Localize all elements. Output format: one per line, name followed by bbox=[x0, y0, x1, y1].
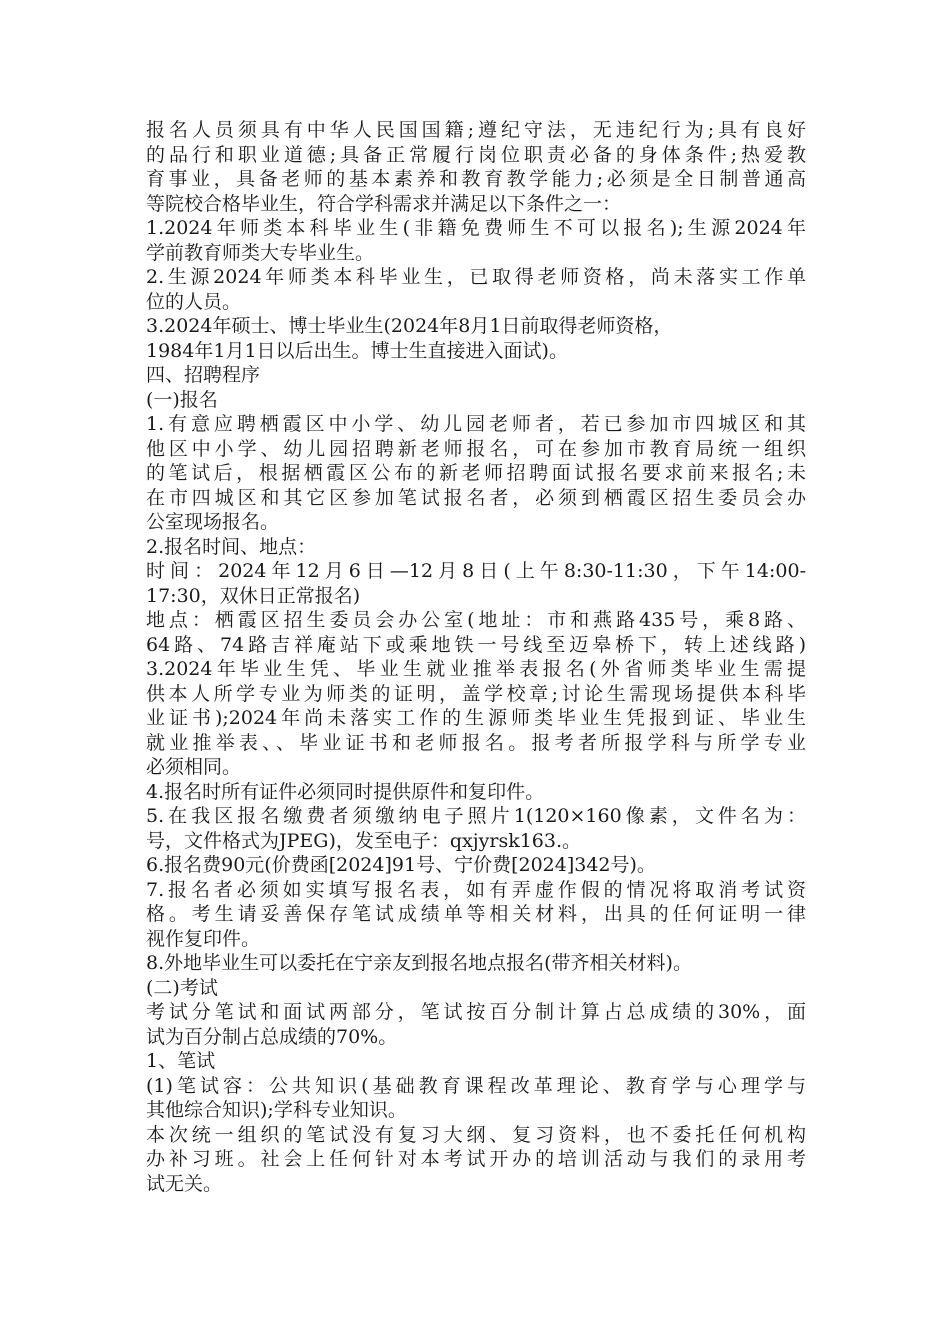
text-line: 4.报名时所有证件必须同时提供原件和复印件。 bbox=[146, 780, 545, 803]
text-line: 8.外地毕业生可以委托在宁亲友到报名地点报名(带齐相关材料)。 bbox=[146, 952, 692, 974]
text-line: 2.报名时间、地点： bbox=[146, 535, 317, 558]
text-line: 供本人所学专业为师类的证明，盖学校章;讨论生需现场提供本科毕 bbox=[146, 682, 806, 705]
text-line: 2.生源2024年师类本科毕业生，已取得老师资格，尚未落实工作单 bbox=[146, 266, 806, 288]
text-line: 试为百分制占总成绩的70%。 bbox=[146, 1025, 398, 1048]
text-line: 其他综合知识);学科专业知识。 bbox=[146, 1099, 407, 1121]
text-line: 1、笔试 bbox=[146, 1050, 216, 1072]
text-line: 业证书);2024年尚未落实工作的生源师类毕业生凭报到证、毕业生 bbox=[146, 707, 806, 729]
text-line: 在市四城区和其它区参加笔试报名者，必须到栖霞区招生委员会办 bbox=[146, 486, 806, 509]
text-line: 格。考生请妥善保存笔试成绩单等相关材料，出具的任何证明一律 bbox=[146, 903, 806, 925]
text-line: 本次统一组织的笔试没有复习大纲、复习资料，也不委托任何机构 bbox=[146, 1123, 806, 1146]
text-line: 的品行和职业道德;具备正常履行岗位职责必备的身体条件;热爱教 bbox=[146, 143, 806, 166]
text-line: 就业推举表、、毕业证书和老师报名。报考者所报学科与所学专业 bbox=[146, 731, 806, 754]
text-line: 号，文件格式为JPEG)，发至电子：qxjyrsk163.。 bbox=[146, 829, 582, 852]
text-line: (1)笔试容：公共知识(基础教育课程改革理论、教育学与心理学与 bbox=[146, 1074, 806, 1097]
text-line: 1.有意应聘栖霞区中小学、幼儿园老师者，若已参加市四城区和其 bbox=[146, 413, 806, 435]
text-line: 3.2024年硕士、博士毕业生(2024年8月1日前取得老师资格， bbox=[146, 315, 673, 337]
text-line: 3.2024年毕业生凭、毕业生就业推举表报名(外省师类毕业生需提 bbox=[146, 658, 806, 680]
text-line: 四、招聘程序 bbox=[146, 364, 261, 386]
document-body bbox=[146, 118, 806, 1196]
text-line: 17:30，双休日正常报名) bbox=[146, 584, 361, 607]
text-line: 视作复印件。 bbox=[146, 927, 261, 950]
text-line: 5.在我区报名缴费者须缴纳电子照片1(120×160像素，文件名为： bbox=[146, 805, 806, 827]
text-line: 试无关。 bbox=[146, 1172, 223, 1195]
text-line: 考试分笔试和面试两部分，笔试按百分制计算占总成绩的30%，面 bbox=[146, 1001, 806, 1023]
text-line: 1984年1月1日以后出生。博士生直接进入面试)。 bbox=[146, 339, 568, 362]
text-line: 6.报名费90元(价费函[2024]91号、宁价费[2024]342号)。 bbox=[146, 854, 656, 876]
text-line: 64路、74路吉祥庵站下或乘地铁一号线至迈皋桥下，转上述线路) bbox=[146, 633, 806, 656]
text-line: 他区中小学、幼儿园招聘新老师报名，可在参加市教育局统一组织 bbox=[146, 437, 806, 460]
text-line: 公室现场报名。 bbox=[146, 511, 280, 533]
text-line: 必须相同。 bbox=[146, 756, 242, 778]
text-line: (二)考试 bbox=[146, 976, 218, 999]
text-line: 1.2024年师类本科毕业生(非籍免费师生不可以报名);生源2024年 bbox=[146, 217, 806, 239]
text-line: 地点：栖霞区招生委员会办公室(地址：市和燕路435号，乘8路、 bbox=[146, 609, 806, 631]
text-line: 报名人员须具有中华人民国国籍;遵纪守法，无违纪行为;具有良好 bbox=[146, 119, 806, 141]
text-line: 的笔试后，根据栖霞区公布的新老师招聘面试报名要求前来报名;未 bbox=[146, 462, 806, 484]
text-line: (一)报名 bbox=[146, 388, 218, 411]
text-line: 育事业，具备老师的基本素养和教育教学能力;必须是全日制普通高 bbox=[146, 168, 806, 190]
text-line: 等院校合格毕业生，符合学科需求并满足以下条件之一： bbox=[146, 192, 622, 215]
text-line: 办补习班。社会上任何针对本考试开办的培训活动与我们的录用考 bbox=[146, 1148, 806, 1170]
text-line: 7.报名者必须如实填写报名表，如有弄虚作假的情况将取消考试资 bbox=[146, 878, 806, 901]
text-line: 时间：2024年12月6日—12月8日(上午8:30-11:30，下午14:00- bbox=[146, 560, 806, 582]
text-line: 位的人员。 bbox=[146, 290, 242, 313]
text-line: 学前教育师类大专毕业生。 bbox=[146, 241, 375, 264]
